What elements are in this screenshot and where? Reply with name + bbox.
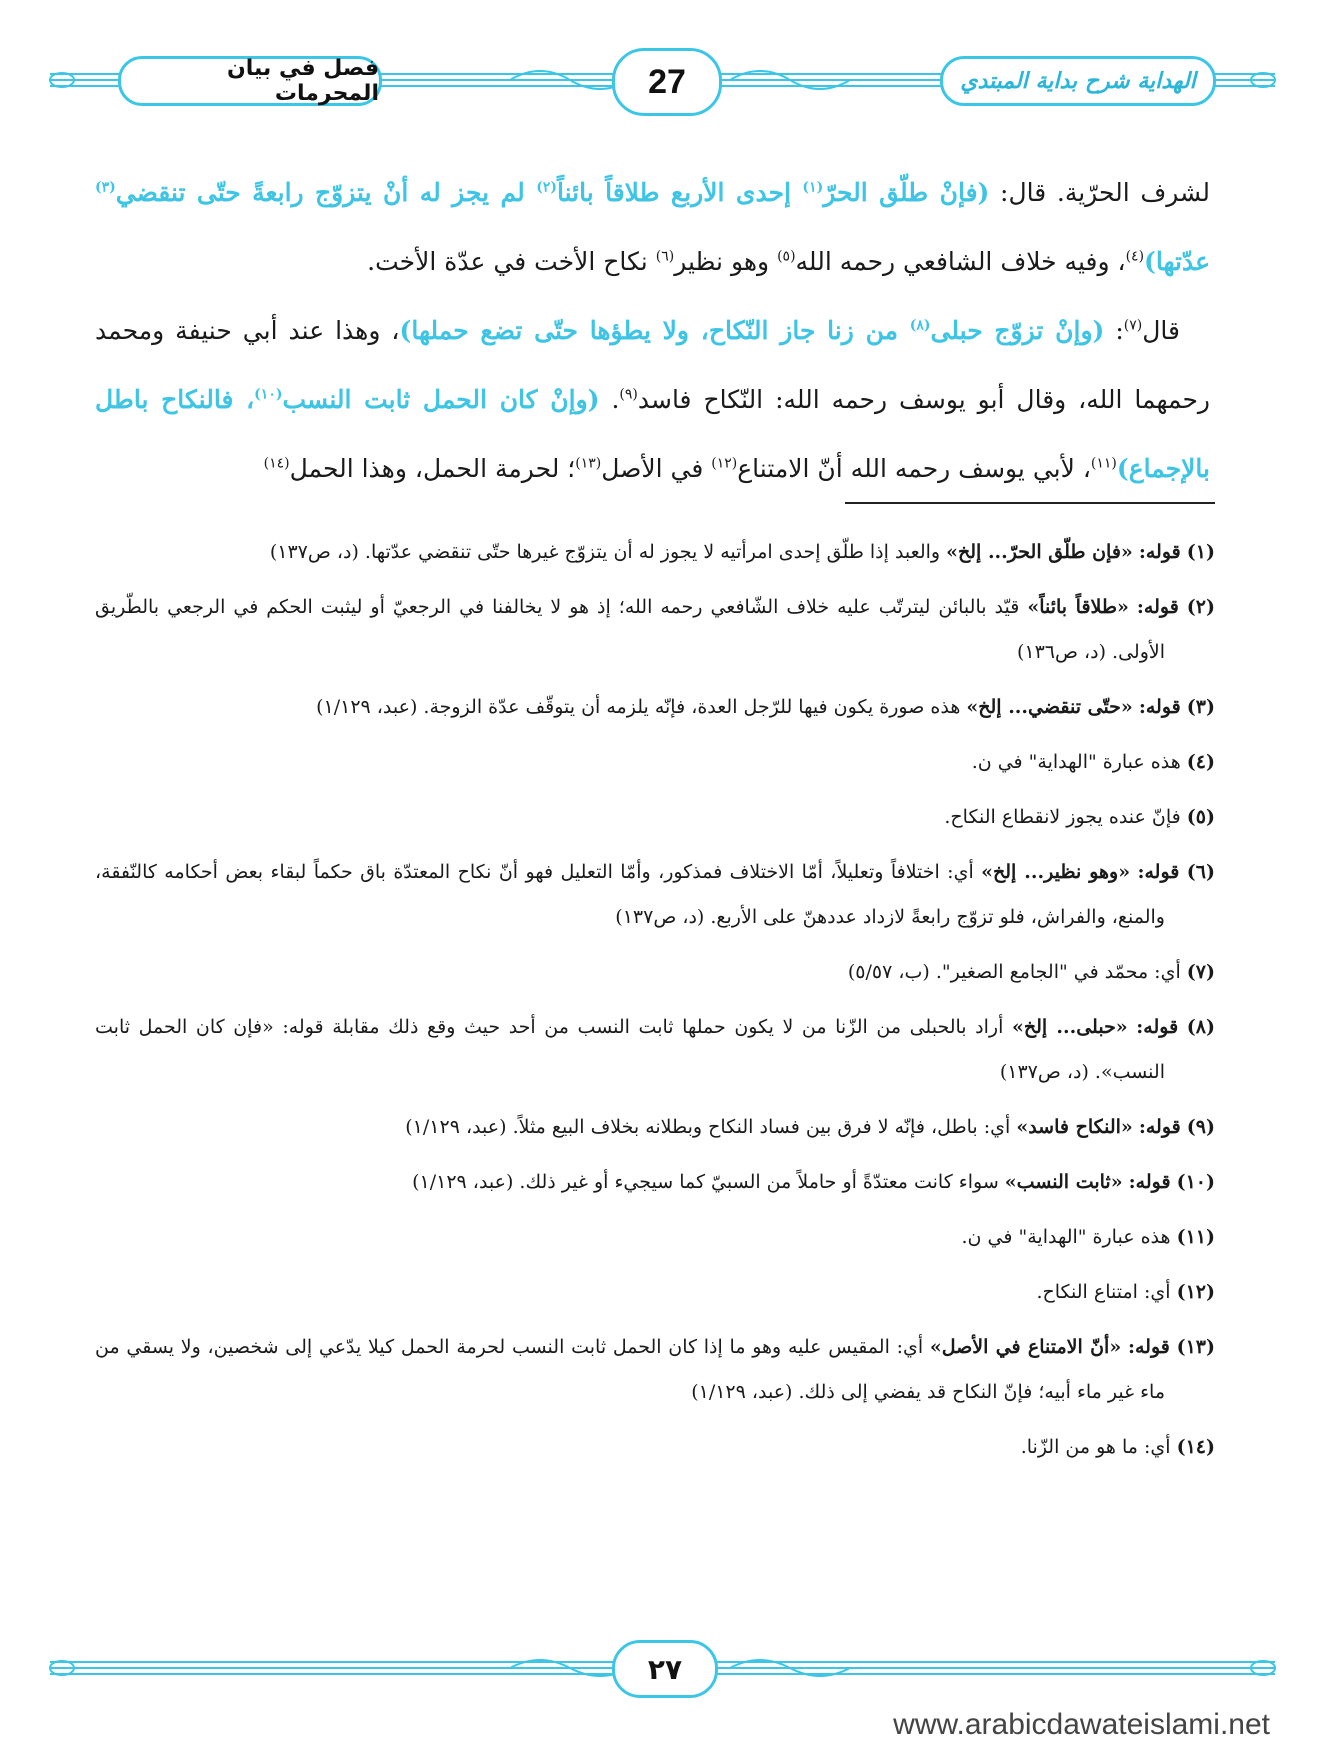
footnote-ref: (٢) [536, 179, 557, 196]
footer-page-number: ٢٧ [612, 1640, 718, 1698]
footnote-number: (٧) [1186, 961, 1215, 983]
footnote-label: قوله: [1136, 596, 1179, 618]
highlighted-text: ، فالنكاح باطل بالإجماع) [95, 385, 1210, 483]
footnote-number: (١) [1186, 541, 1215, 563]
footnote-text: أي: امتناع النكاح. [1036, 1281, 1171, 1303]
highlighted-text: (وإنْ كان الحمل ثابت النسب [282, 385, 600, 414]
footnote-text: أراد بالحبلى من الزّنا من لا يكون حملها ثابت النسب من أحد حيث وقع ذلك مقابلة قوله: «فإن كان الحمل ثابت النسب». (د، ص١٣٧) [95, 1016, 1165, 1083]
highlighted-text: لم يجز له أنْ يتزوّج رابعةً حتّى تنقضي [115, 178, 537, 207]
chapter-title: فصل في بيان المحرمات [118, 56, 382, 106]
footnote-number: (٩) [1186, 1116, 1215, 1138]
text-segment: ، وهذا عند أبي حنيفة ومحمد رحمهما الله، وقال أبو يوسف رحمه الله: النّكاح فاسد [95, 316, 1211, 414]
footnote-number: (٦) [1186, 861, 1215, 883]
footnote-ref: (١٠) [254, 386, 283, 403]
footnote-number: (١٠) [1176, 1171, 1215, 1193]
footnote-label: قوله: [1138, 541, 1181, 563]
highlighted-text: (فإنْ طلّق الحرّ [823, 178, 990, 207]
text-segment: في الأصل [601, 454, 712, 483]
footnote-3 [95, 685, 1215, 730]
highlighted-text: (وإنْ تزوّج حبلى [930, 316, 1105, 345]
text-segment: ؛ لحرمة الحمل، وهذا الحمل [289, 454, 576, 483]
footnote-quote: «أنّ الامتناع في الأصل» [929, 1336, 1122, 1358]
footnote-text: والعبد إذا طلّق إحدى امرأتيه لا يجوز له أن يتزوّج غيرها حتّى تنقضي عدّتها. (د، ص١٣٧) [269, 541, 947, 563]
footnote-text: هذه عبارة "الهداية" في ن. [971, 751, 1181, 773]
footnote-number: (١٤) [1176, 1436, 1215, 1458]
footnote-ref: (١٤) [263, 455, 290, 472]
footnote-text: سواء كانت معتدّةً أو حاملاً من السبيّ كما سيجيء أو غير ذلك. (عبد، ١/١٢٩) [412, 1171, 1005, 1193]
footnote-11 [95, 1215, 1215, 1260]
footnote-separator [845, 502, 1215, 504]
footnote-9 [95, 1105, 1215, 1150]
footnote-number: (١٣) [1176, 1336, 1215, 1358]
footnote-ref: (٦) [655, 248, 675, 265]
footnote-5 [95, 795, 1215, 840]
website-link[interactable]: www.arabicdawateislami.net [893, 1708, 1270, 1741]
footnote-quote: «طلاقاً بائناً» [1027, 596, 1129, 618]
footnote-quote: «وهو نظير... إلخ» [981, 861, 1131, 883]
footnote-10 [95, 1160, 1215, 1205]
footnote-text: أي: باطل، فإنّه لا فرق بين فساد النكاح وبطلانه بخلاف البيع مثلاً. (عبد، ١/١٢٩) [405, 1116, 1017, 1138]
footnote-quote: «ثابت النسب» [1004, 1171, 1123, 1193]
footnote-number: (٤) [1186, 751, 1215, 773]
footnote-ref: (١١) [1090, 455, 1117, 472]
footnote-text: أي: اختلافاً وتعليلاً، أمّا الاختلاف فمذكور، وأمّا التعليل فهو أنّ نكاح المعتدّة باق حكماً لبقاء بعض أحكامه كالنّفقة، والمنع، والفراش، فلو تزوّج رابعةً لازداد عددهنّ على الأربع. (د، ص١٣٧) [95, 861, 1165, 928]
footnote-text: هذه عبارة "الهداية" في ن. [961, 1226, 1171, 1248]
footnote-number: (٢) [1186, 596, 1216, 618]
footnote-label: قوله: [1128, 1171, 1171, 1193]
footnote-text: قيّد بالبائن ليترتّب عليه خلاف الشّافعي رحمه الله؛ إذ هو لا يخالفنا في الرجعيّ أو ليثبت الحكم في الرجعي بالطّريق الأولى. (د، ص١٣٦) [95, 596, 1165, 663]
footnote-6 [95, 850, 1215, 940]
footnote-number: (٣) [1186, 696, 1215, 718]
footnote-1 [95, 530, 1215, 575]
highlighted-text: من زنا جاز النّكاح، ولا يطؤها حتّى تضع حملها) [399, 316, 910, 345]
footnote-4 [95, 740, 1215, 785]
footnote-2 [95, 585, 1215, 675]
header-page-number: 27 [612, 48, 722, 116]
text-segment: وهو نظير [674, 247, 778, 276]
footnote-text: فإنّ عنده يجوز لانقطاع النكاح. [944, 806, 1181, 828]
footnote-label: قوله: [1127, 1336, 1170, 1358]
book-title-logo: الهداية شرح بداية المبتدي [940, 56, 1216, 106]
footnote-quote: «فإن طلّق الحرّ... إلخ» [946, 541, 1133, 563]
footnote-label: قوله: [1138, 696, 1181, 718]
footnote-text: هذه صورة يكون فيها للرّجل العدة، فإنّه يلزمه أن يتوقّف عدّة الزوجة. (عبد، ١/١٢٩) [316, 696, 967, 718]
highlighted-text: إحدى الأربع طلاقاً بائناً [556, 178, 803, 207]
footnote-label: قوله: [1137, 861, 1180, 883]
text-segment: . [599, 385, 620, 414]
text-segment: لشرف الحرّية. قال: [989, 178, 1210, 207]
highlighted-text: عدّتها) [1144, 247, 1210, 276]
footnote-ref: (١٢) [711, 455, 738, 472]
main-paragraph-2 [95, 296, 1210, 503]
footnotes-list [95, 530, 1215, 1480]
footnote-12 [95, 1270, 1215, 1315]
main-paragraph-1 [95, 158, 1210, 296]
footnote-number: (١٢) [1176, 1281, 1215, 1303]
footnote-text: أي: المقيس عليه وهو ما إذا كان الحمل ثابت النسب لحرمة الحمل كيلا يدّعي إلى شخصين، ولا يسقي من ماء غير ماء أبيه؛ فإنّ النكاح قد يفضي إلى ذلك. (عبد، ١/١٢٩) [95, 1336, 1165, 1403]
text-segment: ، لأبي يوسف رحمه الله أنّ الامتناع [737, 454, 1091, 483]
text-segment: نكاح الأخت في عدّة الأخت. [367, 247, 656, 276]
footnote-label: قوله: [1138, 1116, 1181, 1138]
footnote-13 [95, 1325, 1215, 1415]
footnote-text: أي: محمّد في "الجامع الصغير". (ب، ٥/٥٧) [847, 961, 1181, 983]
footnote-ref: (٥) [777, 248, 796, 265]
footnote-ref: (٩) [619, 386, 638, 403]
footnote-ref: (٣) [95, 179, 116, 196]
footnote-7 [95, 950, 1215, 995]
footnote-label: قوله: [1136, 1016, 1179, 1038]
footnote-8 [95, 1005, 1215, 1095]
text-segment: قال [1142, 316, 1180, 345]
footnote-number: (١١) [1176, 1226, 1215, 1248]
main-text [95, 158, 1210, 503]
footnote-ref: (٨) [909, 317, 931, 334]
footnote-ref: (١) [802, 179, 824, 196]
footnote-number: (٨) [1186, 1016, 1216, 1038]
footnote-ref: (٤) [1125, 248, 1145, 265]
footnote-text: أي: ما هو من الزّنا. [1020, 1436, 1171, 1458]
footnote-quote: «حبلى... إلخ» [1011, 1016, 1128, 1038]
footnote-14 [95, 1425, 1215, 1470]
footnote-quote: «النكاح فاسد» [1016, 1116, 1133, 1138]
text-segment: : [1104, 316, 1124, 345]
text-segment: ، وفيه خلاف الشافعي رحمه الله [795, 247, 1126, 276]
footnote-quote: «حتّى تنقضي... إلخ» [966, 696, 1133, 718]
footnote-ref: (٧) [1123, 317, 1143, 334]
footnote-ref: (١٣) [575, 455, 602, 472]
footnote-number: (٥) [1186, 806, 1215, 828]
